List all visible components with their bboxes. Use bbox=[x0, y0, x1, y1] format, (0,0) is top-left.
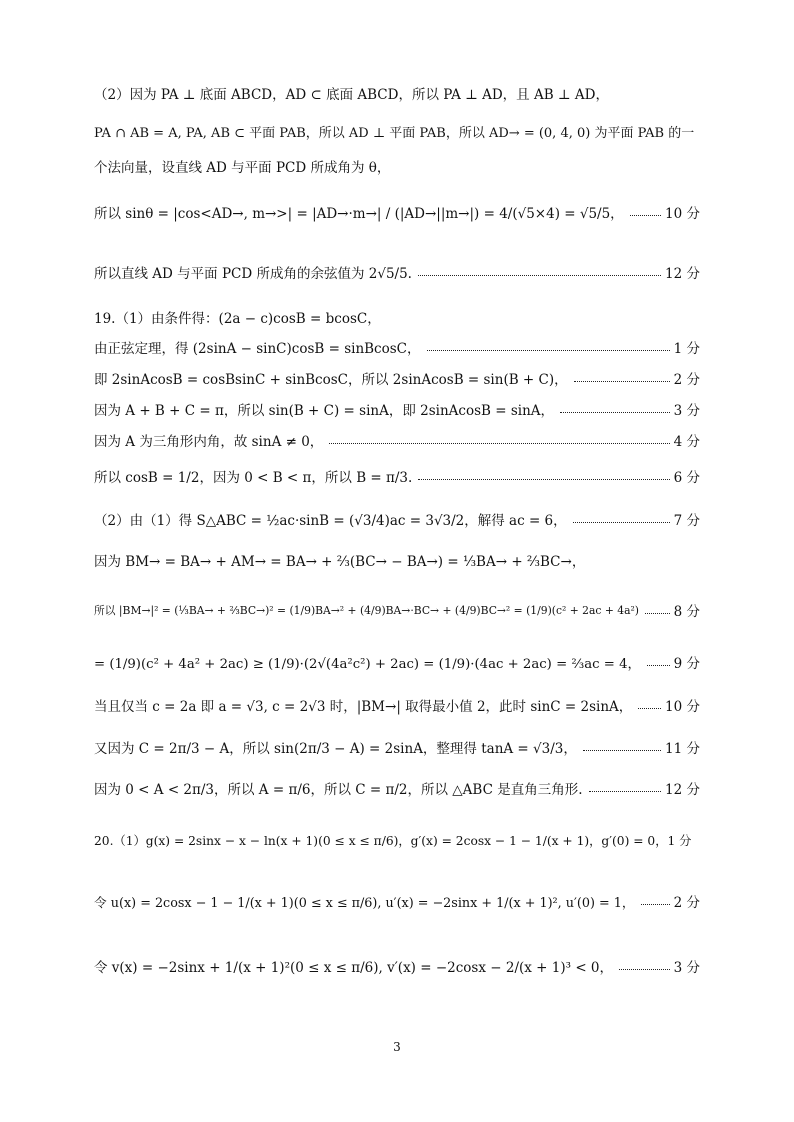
line-text: PA ∩ AB = A, PA, AB ⊂ 平面 PAB，所以 AD ⊥ 平面 PAB，所以 AD→ = (0, 4, 0) 为平面 PAB 的一 bbox=[94, 125, 695, 141]
leader-dots bbox=[630, 215, 661, 216]
line-text: 所以 |BM→|² = (⅓BA→ + ⅔BC→)² = (1/9)BA→² + (4/9)BA→·BC→ + (4/9)BC→² = (1/9)(c² + 2ac + 4a²) bbox=[94, 603, 639, 617]
leader-dots bbox=[418, 479, 669, 480]
score-label: 12 分 bbox=[665, 266, 700, 282]
line-17 bbox=[94, 730, 700, 764]
line-text: （2）由（1）得 S△ABC = ½ac·sinB = (√3/4)ac = 3√3/2，解得 ac = 6， bbox=[94, 513, 567, 529]
line-text: 因为 A 为三角形内角，故 sinA ≠ 0， bbox=[94, 434, 324, 450]
leader-dots bbox=[560, 412, 670, 413]
line-12 bbox=[94, 502, 700, 536]
line-20 bbox=[94, 884, 700, 918]
line-text: 即 2sinAcosB = cosBsinC + sinBcosC，所以 2sinAcosB = sin(B + C)， bbox=[94, 372, 568, 388]
score-label: 9 分 bbox=[673, 656, 700, 672]
line-text: 所以 sinθ = |cos<AD→, m→>| = |AD→·m→| / (|AD→||m→|) = 4/(√5×4) = √5/5， bbox=[94, 206, 624, 222]
line-text: 所以直线 AD 与平面 PCD 所成角的余弦值为 2√5/5. bbox=[94, 266, 412, 282]
line-text: 因为 A + B + C = π，所以 sin(B + C) = sinA，即 2sinAcosB = sinA， bbox=[94, 403, 555, 419]
score-label: 6 分 bbox=[673, 470, 700, 486]
line-text: 当且仅当 c = 2a 即 a = √3, c = 2√3 时，|BM→| 取得最小值 2，此时 sinC = 2sinA， bbox=[94, 699, 633, 715]
line-text: 19.（1）由条件得：(2a − c)cosB = bcosC， bbox=[94, 311, 381, 327]
line-text: 所以 cosB = 1/2，因为 0 < B < π，所以 B = π/3. bbox=[94, 470, 413, 486]
line-15 bbox=[94, 645, 700, 679]
line-text: 令 v(x) = −2sinx + 1/(x + 1)²(0 ≤ x ≤ π/6), v′(x) = −2cosx − 2/(x + 1)³ < 0， bbox=[94, 960, 614, 976]
score-label: 2 分 bbox=[673, 372, 700, 388]
score-label: 7 分 bbox=[673, 513, 700, 529]
line-text: 又因为 C = 2π/3 − A，所以 sin(2π/3 − A) = 2sinA，整理得 tanA = √3/3， bbox=[94, 741, 577, 757]
score-label: 3 分 bbox=[673, 960, 700, 976]
line-text: 个法向量，设直线 AD 与平面 PCD 所成角为 θ， bbox=[94, 160, 391, 176]
line-13 bbox=[94, 543, 700, 577]
leader-dots bbox=[427, 350, 670, 351]
line-10 bbox=[94, 423, 700, 457]
score-label: 4 分 bbox=[673, 434, 700, 450]
line-3 bbox=[94, 149, 700, 183]
leader-dots bbox=[641, 904, 670, 905]
line-11 bbox=[94, 459, 700, 493]
line-text: = (1/9)(c² + 4a² + 2ac) ≥ (1/9)·(2√(4a²c²) + 2ac) = (1/9)·(4ac + 2ac) = ⅔ac = 4， bbox=[94, 656, 641, 672]
score-label: 10 分 bbox=[665, 699, 700, 715]
leader-dots bbox=[619, 969, 670, 970]
line-text: 因为 0 < A < 2π/3，所以 A = π/6，所以 C = π/2，所以 △ABC 是直角三角形. bbox=[94, 782, 583, 798]
line-text: （2）因为 PA ⊥ 底面 ABCD，AD ⊂ 底面 ABCD，所以 PA ⊥ AD，且 AB ⊥ AD， bbox=[94, 87, 609, 103]
line-1 bbox=[94, 76, 700, 110]
leader-dots bbox=[645, 613, 670, 614]
leader-dots bbox=[574, 381, 670, 382]
line-2 bbox=[94, 114, 700, 148]
leader-dots bbox=[573, 522, 670, 523]
score-label: 8 分 bbox=[673, 604, 700, 620]
leader-dots bbox=[329, 443, 669, 444]
line-text: 20.（1）g(x) = 2sinx − x − ln(x + 1)(0 ≤ x ≤ π/6)，g′(x) = 2cosx − 1 − 1/(x + 1)，g′(0) = 0，1 分 bbox=[94, 834, 692, 848]
line-21 bbox=[94, 949, 700, 983]
score-label: 3 分 bbox=[673, 403, 700, 419]
score-label: 10 分 bbox=[665, 206, 700, 222]
score-label: 11 分 bbox=[665, 741, 700, 757]
line-5 bbox=[94, 255, 700, 289]
line-text: 令 u(x) = 2cosx − 1 − 1/(x + 1)(0 ≤ x ≤ π/6), u′(x) = −2sinx + 1/(x + 1)², u′(0) = 1， bbox=[94, 895, 635, 911]
leader-dots bbox=[647, 665, 670, 666]
line-7 bbox=[94, 330, 700, 364]
score-label: 12 分 bbox=[665, 782, 700, 798]
line-text: 由正弦定理，得 (2sinA − sinC)cosB = sinBcosC， bbox=[94, 341, 421, 357]
score-label: 1 分 bbox=[673, 341, 700, 357]
leader-dots bbox=[583, 750, 661, 751]
leader-dots bbox=[638, 708, 661, 709]
line-18 bbox=[94, 771, 700, 805]
line-19 bbox=[94, 823, 700, 857]
score-label: 2 分 bbox=[673, 895, 700, 911]
leader-dots bbox=[589, 791, 662, 792]
line-text: 因为 BM→ = BA→ + AM→ = BA→ + ⅔(BC→ − BA→) = ⅓BA→ + ⅔BC→， bbox=[94, 554, 586, 570]
line-9 bbox=[94, 392, 700, 426]
line-14 bbox=[94, 593, 700, 627]
line-8 bbox=[94, 361, 700, 395]
line-4 bbox=[94, 195, 700, 229]
page-number: 3 bbox=[393, 1040, 401, 1054]
line-16 bbox=[94, 688, 700, 722]
line-6 bbox=[94, 300, 700, 334]
leader-dots bbox=[418, 275, 661, 276]
